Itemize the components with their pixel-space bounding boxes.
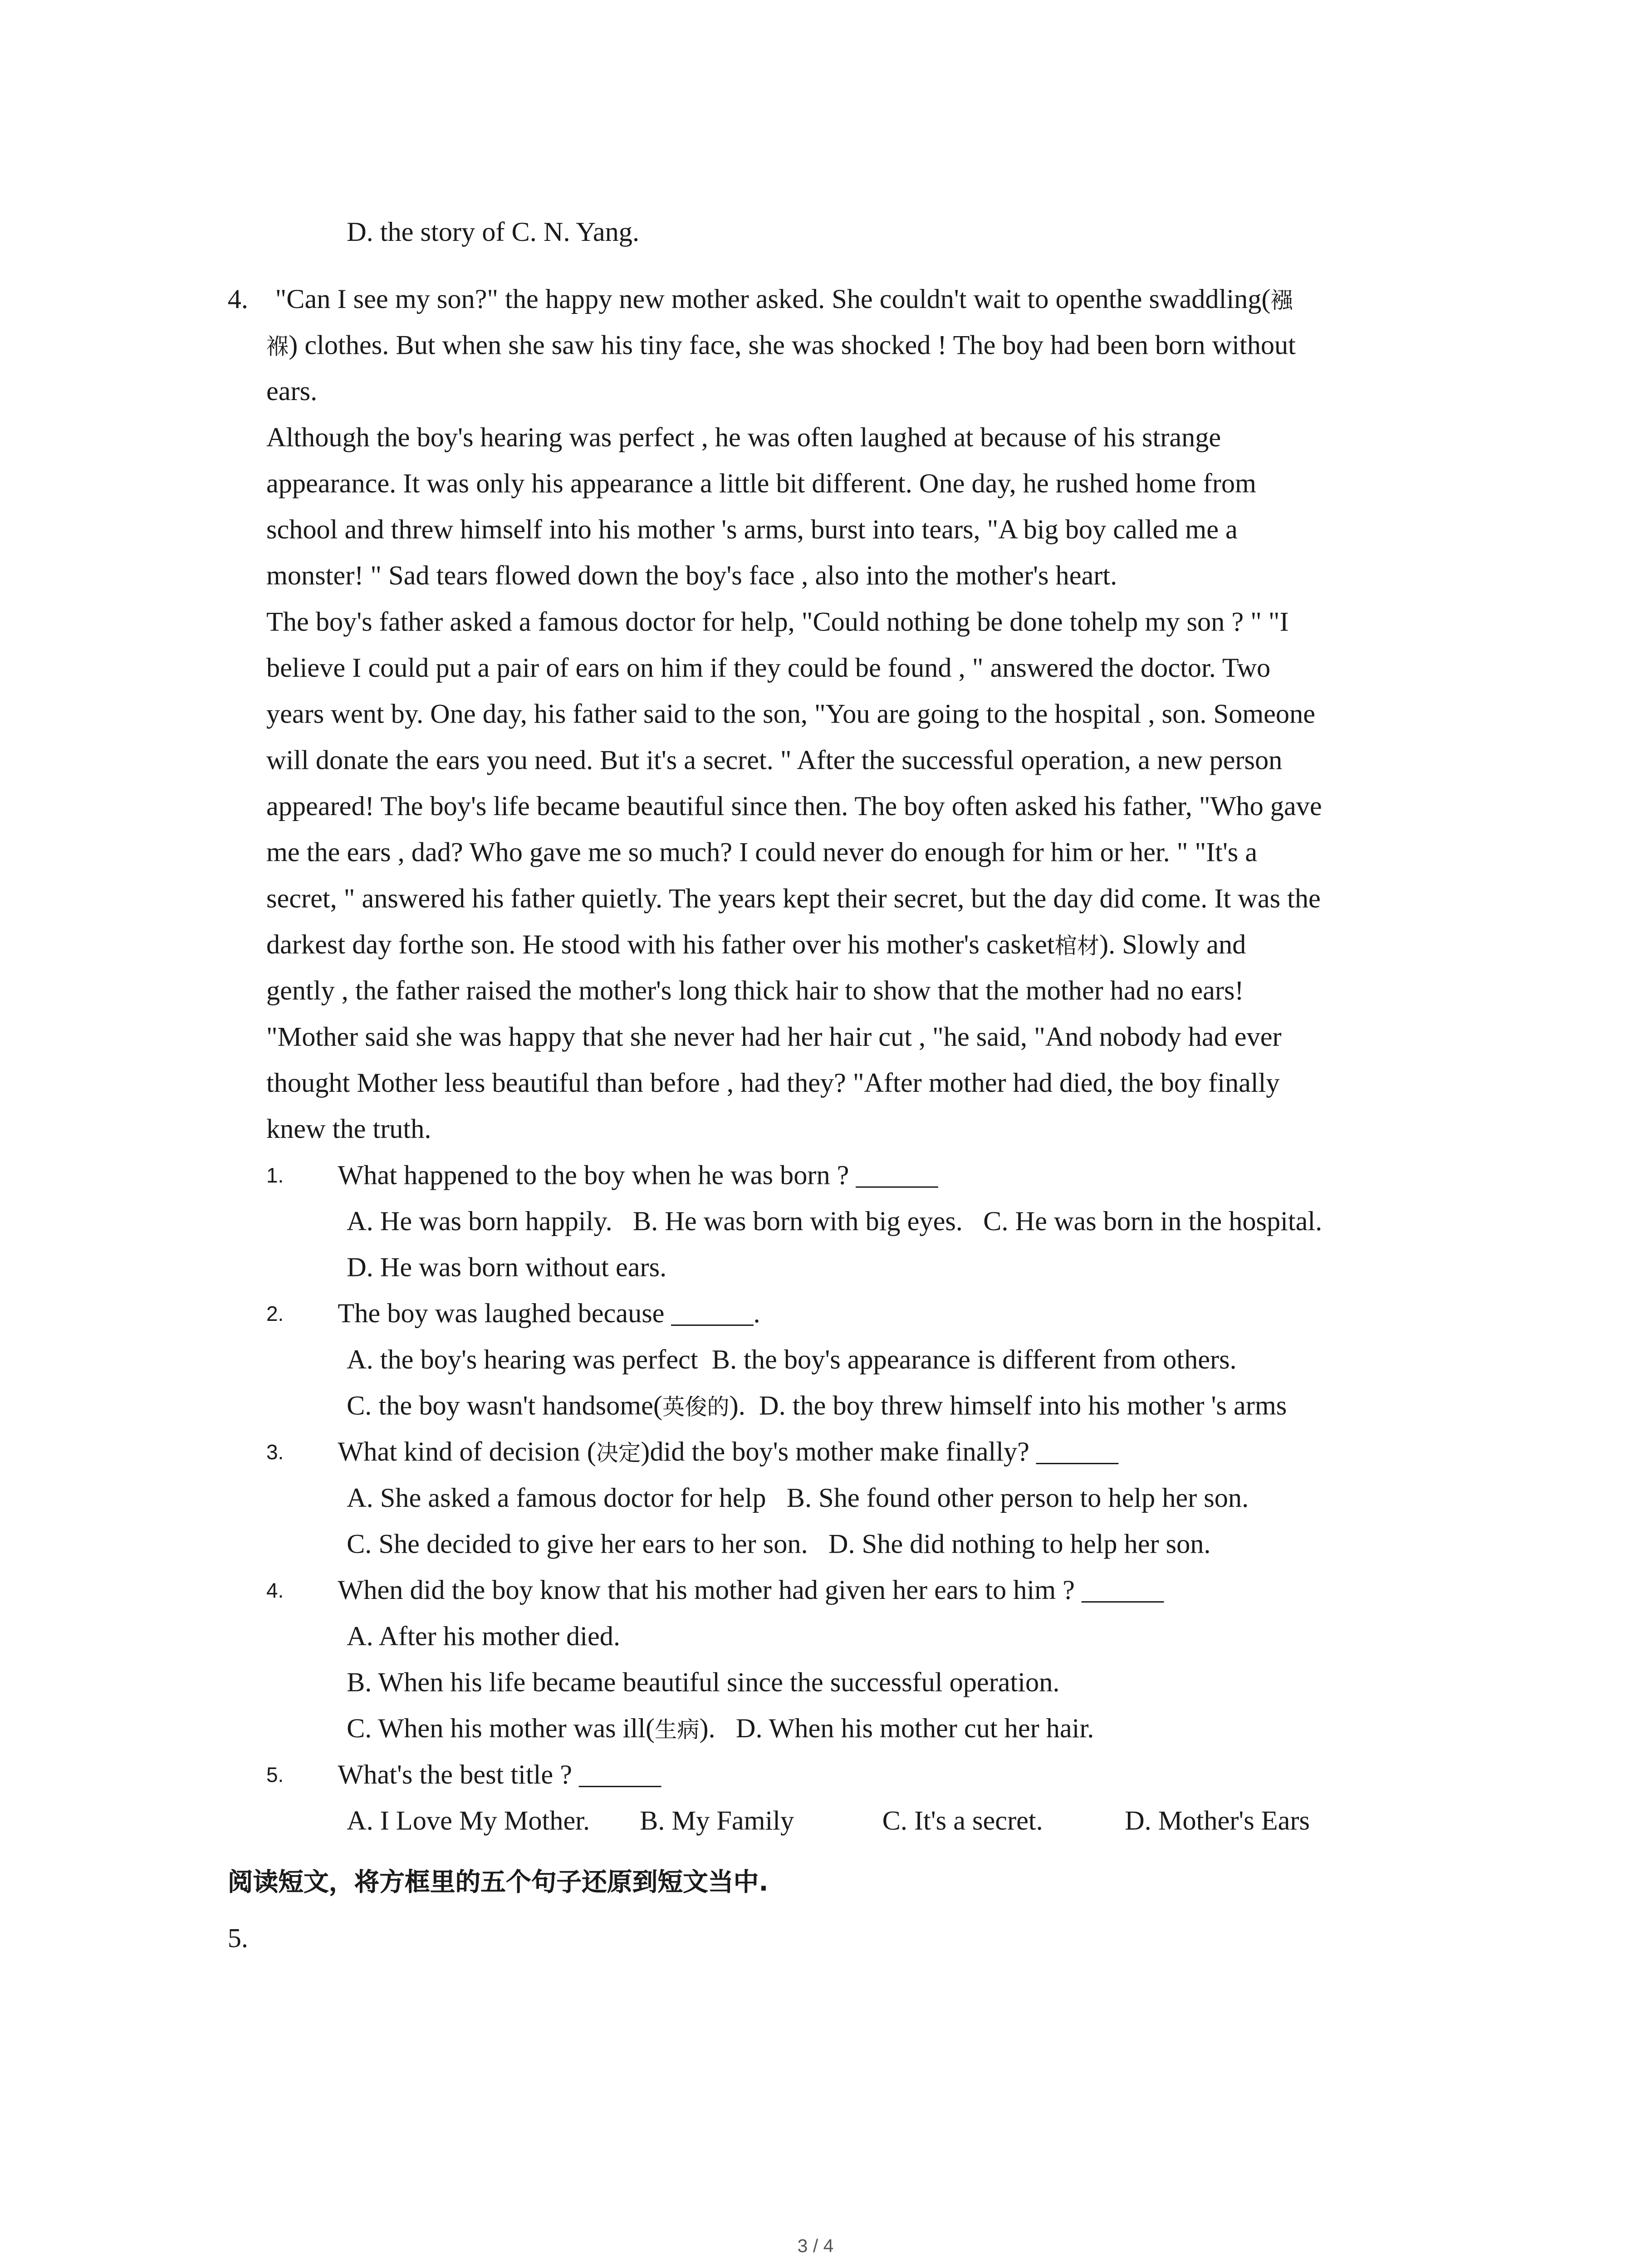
option-d: D. When his mother cut her hair.	[735, 1713, 1094, 1744]
subquestion-2-stem: The boy was laughed because ______.	[338, 1298, 760, 1329]
subquestion-2-options-row	[347, 1342, 1237, 1378]
passage-line: secret, " answered his father quietly. The years kept their secret, but the day did come. It was the	[266, 883, 1321, 914]
option-a: A. the boy's hearing was perfect	[347, 1344, 698, 1375]
option-b: B. When his life became beautiful since the successful operation.	[347, 1667, 1060, 1697]
option-c: C. When his mother was ill(生病).	[347, 1713, 715, 1744]
passage-line: The boy's father asked a famous doctor for help, "Could nothing be done tohelp my son ? " "I	[266, 606, 1289, 637]
subquestion-4-stem: When did the boy know that his mother had given her ears to him ? ______	[338, 1575, 1164, 1605]
subquestion-3-number: 3.	[266, 1440, 284, 1464]
passage-line: me the ears , dad? Who gave me so much? I could never do enough for him or her. " "It's a	[266, 837, 1258, 867]
option-d: D. He was born without ears.	[347, 1252, 667, 1282]
passage-line: "Can I see my son?" the happy new mother asked. She couldn't wait to openthe swaddling(襁	[275, 284, 1293, 314]
subquestion-4-options-row	[347, 1711, 1094, 1748]
passage-line: years went by. One day, his father said to the son, "You are going to the hospital , son. Someone	[266, 699, 1316, 729]
subquestion-1-number: 1.	[266, 1163, 284, 1187]
question-5-number: 5.	[227, 1923, 248, 1953]
option-b: B. He was born with big eyes.	[632, 1206, 963, 1237]
subquestion-1-stem: What happened to the boy when he was born ? ______	[338, 1160, 938, 1190]
option-a: A. After his mother died.	[347, 1621, 621, 1651]
passage-line: appeared! The boy's life became beautiful since then. The boy often asked his father, "Who gave	[266, 791, 1322, 821]
subquestion-3-stem: What kind of decision (决定)did the boy's mother make finally? ______	[338, 1437, 1118, 1467]
passage-line: "Mother said she was happy that she never had her hair cut , "he said, "And nobody had ever	[266, 1022, 1282, 1052]
section-heading: 阅读短文，将方框里的五个句子还原到短文当中.	[227, 1868, 769, 1898]
subquestion-2-options-row	[347, 1388, 1287, 1425]
passage-line: ears.	[266, 376, 318, 406]
option-b: B. She found other person to help her son.	[786, 1483, 1249, 1513]
subquestion-2-number: 2.	[266, 1301, 284, 1325]
passage-line: Although the boy's hearing was perfect , he was often laughed at because of his strange	[266, 422, 1221, 452]
subquestion-3-options-row	[347, 1480, 1249, 1516]
option-d: D. Mother's Ears	[1125, 1805, 1310, 1836]
question-4-number: 4.	[227, 284, 248, 314]
page-indicator: 3 / 4	[797, 2235, 834, 2257]
option-c: C. She decided to give her ears to her son.	[347, 1529, 808, 1559]
passage-line: darkest day forthe son. He stood with his father over his mother's casket棺材). Slowly and	[266, 929, 1246, 960]
passage-line: appearance. It was only his appearance a little bit different. One day, he rushed home from	[266, 468, 1256, 499]
option-c: C. He was born in the hospital.	[983, 1206, 1323, 1237]
passage-line: gently , the father raised the mother's long thick hair to show that the mother had no ears!	[266, 976, 1244, 1006]
passage-line: knew the truth.	[266, 1114, 431, 1144]
passage-line: school and threw himself into his mother 's arms, burst into tears, "A big boy called me a	[266, 514, 1238, 545]
option-d: D. the boy threw himself into his mother 's arms	[759, 1391, 1287, 1421]
subquestion-5-number: 5.	[266, 1762, 284, 1787]
passage-line: monster! " Sad tears flowed down the boy's face , also into the mother's heart.	[266, 561, 1117, 591]
passage-line: 褓) clothes. But when she saw his tiny face, she was shocked ! The boy had been born without	[266, 330, 1296, 360]
option-b: B. the boy's appearance is different from others.	[711, 1344, 1237, 1375]
option-b: B. My Family	[640, 1805, 794, 1836]
option-d: D. She did nothing to help her son.	[828, 1529, 1211, 1559]
subquestion-3-options-row	[347, 1526, 1210, 1562]
subquestion-5-stem: What's the best title ? ______	[338, 1760, 661, 1789]
subquestion-4-number: 4.	[266, 1578, 284, 1602]
subquestion-1-options-row	[347, 1203, 1322, 1239]
option-a: A. I Love My Mother.	[347, 1805, 590, 1836]
passage-line: believe I could put a pair of ears on him if they could be found , " answered the doctor. Two	[266, 653, 1271, 683]
option-c: C. It's a secret.	[882, 1805, 1043, 1836]
passage-line: will donate the ears you need. But it's a secret. " After the successful operation, a new person	[266, 745, 1283, 775]
option-a: A. She asked a famous doctor for help	[347, 1483, 766, 1513]
option-c: C. the boy wasn't handsome(英俊的).	[347, 1391, 745, 1421]
passage-line: thought Mother less beautiful than before , had they? "After mother had died, the boy finally	[266, 1068, 1280, 1098]
option-a: A. He was born happily.	[347, 1206, 612, 1237]
previous-option-d: D. the story of C. N. Yang.	[347, 217, 640, 247]
